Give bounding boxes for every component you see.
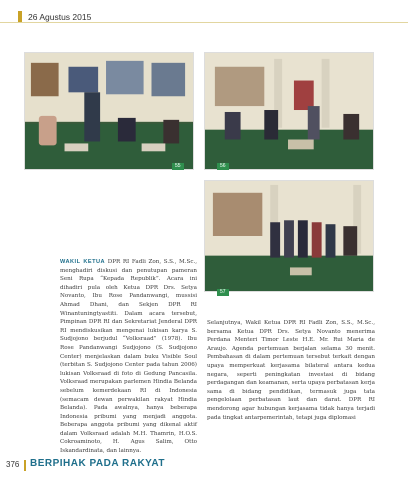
article-col1-text: DPR RI Fadli Zon, S.S., M.Sc., menghadiri diskusi dan penutupan pameran Seni Rupa “Kepada Republik”. Acara ini dihadiri pula oleh Ketua DPR Drs. Setya Novanto, Ibu Rose Pandanwangi, mussisi Ahmad Dhani, dan Sekjen DPR RI Winantuningtyastiti. Dalam acara tersebut, Pimpinan DPR RI dan Sekretariat Jenderal DPR RI mendiskusikan mengenai lukisan karya S. Sudjojono berjudul “Volksraad” (1978). Ibu Rose Pandanwangi Sudjojono (S. Sudjojono Center) menjelaskan dalam buku Visible Soul (terbitan S. Sudjojono Center pada tahun 2006) lukisan Volksraad di foto di Gedung Pancasila. Volksraad merupakan parlemen Hindia Belanda sebelum kemerdekaan RI di Indonesia (semacam dewan perwakilan rakyat Hindia Belanda). Pada awalnya, hanya beberapa Indonesia pribumi yang menjadi anggota. Beberapa anggota pribumi yang dikenal aktif dalam Volksraad adalah M.H. Thamrin, H.O.S. Cokroaminoto, H. Agus Salim, Otto Iskandardinata, dan lainnya. [60,259,198,455]
article-column-2 [207,319,375,422]
photo-exhibition-discussion [24,52,194,170]
article-lead: WAKIL KETUA [60,259,106,265]
photo-tag-2: 56 [217,163,229,170]
photo-tag-3: 57 [217,289,229,296]
photo-bilateral-meeting-2 [204,180,374,292]
page-footer [0,452,408,480]
photo-bilateral-meeting-1 [204,52,374,170]
footer-brand: BERPIHAK PADA RAKYAT [30,458,166,469]
article-column-1 [60,258,197,456]
article-col2-text: Selanjutnya, Wakil Ketua DPR RI Fadli Zon, S.S., M.Sc., bersama Ketua DPR Drs. Setya Novanto menerima Perdana Menteri Timor Leste H.E. Mr. Rui Maria de Araujo. Agenda pertemuan berjalan selama 30 menit. Pembahasan di dalam pertemuan tersebut terkait dengan upaya memperkuat kerjasama bilateral antara kedua negara, seperti peningkatan investasi di bidang perdagangan dan keamanan, serta upaya perbatasan kerja sama di bidang pendidikan, termasuk juga tata pengelolaan perbatasan laut dan darat. DPR RI mendorong agar hubungan kerjasama tidak hanya terjadi pada tingkat antarpemerintah, tetapi juga diplomasi [207,320,375,421]
header-rule [0,22,408,23]
page-number: 376 [6,460,20,469]
photo-tag-1: 55 [172,163,184,170]
header-date: 26 Agustus 2015 [28,12,92,22]
footer-accent-bar [24,460,26,471]
